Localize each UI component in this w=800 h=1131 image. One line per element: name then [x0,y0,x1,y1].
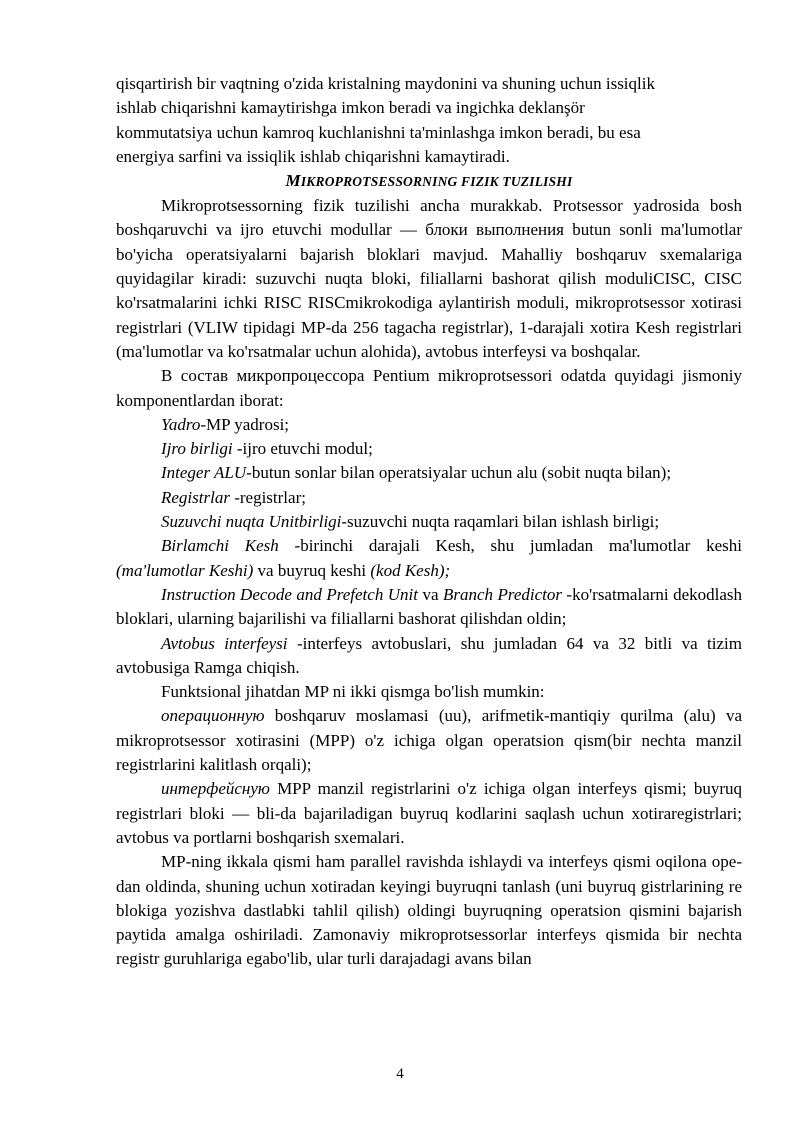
item-text: -ijro etuvchi modul; [232,439,373,459]
paragraph-2: В состав микропроцессора Pentium mikroprotsessori odatda quyidagi jismoniy komponentlardan iborat: [116,366,742,410]
list-item-fpu [116,510,742,534]
intro-line: qisqartirish bir vaqtning o'zida kristalning maydonini va shuning uchun issiqlik [116,74,655,93]
item-text: -interfeys avtobuslari, shu jumladan 64 va 32 bitli va tizim avtobusiga Ramga chiqish. [116,633,742,677]
item-term: Ijro birligi [161,439,233,459]
item-text: boshqaruv moslamasi (uu), arifmetik-mantiqiy qurilma (alu) va mikroprotsessor xotirasini (MPP) o'z ichiga olgan operatsion qism(bir nechta manzil registrlarini kalitlash orqali); [116,706,742,775]
list-item-ijro [116,437,742,461]
paragraph-4: MP-ning ikkala qismi ham parallel ravishda ishlaydi va interfeys qismi oqilona ope-dan oldinda, shuning uchun xotiradan keyingi buyruqni tanlash (uni buyruq gistrlarining re blokiga yozishva dastlabki tahlil qilish) oldingi buyruqning operatsion qismini bajarish paytida amalga oshiriladi. Zamonaviy mikroprotsessorlar interfeys qismida bir nechta registr guruhlariga egabo'lib, ular turli darajadagi avans bilan [116,852,742,969]
item-term: Integer ALU [161,463,247,483]
item-text: -registrlar; [229,487,306,507]
item-text: MPP manzil registrlarini o'z ichiga olgan interfeys qismi; buyruq registrlari bloki — bli-da bajariladigan buyruq kodlarini saqlash uchun xotiraregistrlari; avtobus va portlarni boshqarish sxemalari. [116,779,742,847]
item-text: -butun sonlar bilan operatsiyalar uchun alu (sobit nuqta bilan); [246,463,672,483]
item-term: Suzuvchi nuqta Unitbirligi [161,512,342,532]
intro-line: ishlab chiqarishni kamaytirishga imkon beradi va ingichka deklanşör [116,98,585,118]
item-text: va [418,584,443,604]
paragraph-operational [116,704,742,777]
heading-rest: IKROPROTSESSORNING FIZIK TUZILISHI [300,174,573,190]
item-term: (kod Kesh); [370,560,451,580]
section-heading [116,169,742,194]
intro-line: kommutatsiya uchun kamroq kuchlanishni ta'minlashga imkon beradi, bu esa [116,122,641,142]
item-term: операционную [161,706,265,726]
list-item-yadro [116,413,742,437]
list-item-decode [116,583,742,632]
list-item-cache [116,534,742,583]
item-term: (ma'lumotlar Keshi) [116,560,254,580]
item-text: -birinchi darajali Kesh, shu jumladan ma'lumotlar keshi [278,536,742,556]
item-text: va buyruq keshi [253,560,371,580]
item-term: Yadro [161,414,201,434]
item-term: Branch Predictor [442,584,562,604]
item-term: Avtobus interfeysi [161,633,288,653]
item-text: -MP yadrosi; [200,414,290,434]
list-item-registers [116,486,742,510]
list-item-bus [116,632,742,681]
item-term: Birlamchi Kesh [161,536,279,556]
paragraph-3: Funktsional jihatdan MP ni ikki qismga bo'lish mumkin: [161,682,545,702]
page-number: 4 [396,1066,404,1082]
item-text: -suzuvchi nuqta raqamlari bilan ishlash birligi; [341,512,660,532]
item-term: Registrlar [161,487,230,507]
item-text: -ko'rsatmalarni dekodlash bloklari, ularning bajarilishi va filiallarni bashorat qilishdan oldin; [116,584,743,629]
item-term: интерфейсную [161,779,270,799]
page-body [116,72,742,972]
heading-initial: M [285,171,301,191]
item-term: Instruction Decode and Prefetch Unit [161,584,418,604]
intro-line: energiya sarfini va issiqlik ishlab chiqarishni kamaytiradi. [116,146,510,166]
paragraph-interface [116,777,742,850]
list-item-alu [116,461,742,485]
paragraph-1: Mikroprotsessorning fizik tuzilishi ancha murakkab. Protsessor yadrosida bosh boshqaruvchi va ijro etuvchi modullar — блоки выполнения butun sonli ma'lumotlar bo'yicha operatsiyalarni bajarish bloklari mavjud. Mahalliy boshqaruv sxemalariga quyidagilar kiradi: suzuvchi nuqta bloki, filiallarni bashorat qilish moduliCISC, CISC ko'rsatmalarini ichki RISC RISCmikrokodiga aylantirish moduli, mikroprotsessor xotirasi registrlari (VLIW tipidagi MP-da 256 tagacha registrlar), 1-darajali xotira Kesh registrlari (ma'lumotlar va ko'rsatmalar uchun alohida), avtobus interfeysi va boshqalar. [116,196,742,361]
